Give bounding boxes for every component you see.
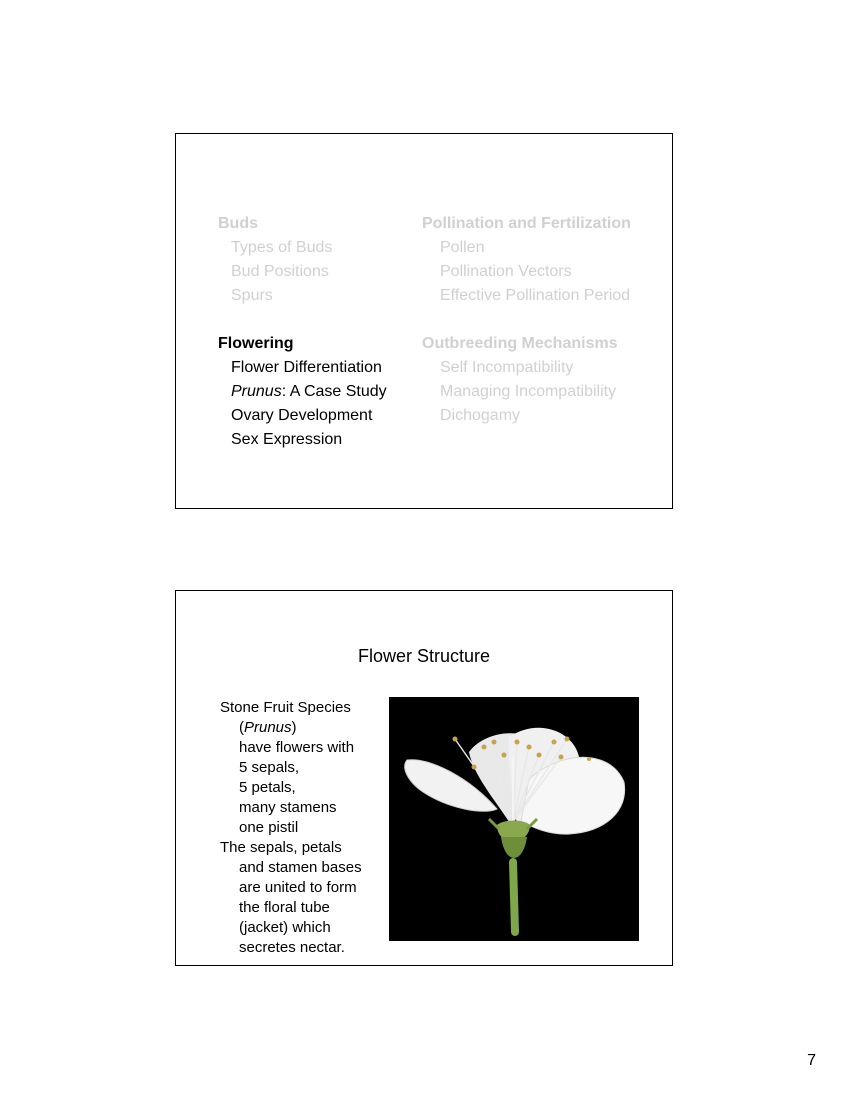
bullet-line: 5 petals, [239, 779, 296, 796]
section-item: Self Incompatibility [440, 359, 574, 376]
flower-photo [389, 697, 639, 941]
outline-right-column [422, 212, 631, 452]
paren-close: ) [291, 719, 297, 736]
genus-italic: Prunus [231, 383, 282, 400]
section-item: Bud Positions [231, 263, 329, 280]
section-item-prunus [218, 380, 387, 404]
bullet-stone-fruit [220, 698, 390, 838]
bullet-line: and stamen bases [239, 859, 362, 876]
section-heading: Pollination and Fertilization [422, 215, 631, 232]
bullet-line: are united to form [239, 879, 357, 896]
paren-open: ( [239, 719, 244, 736]
section-item: Managing Incompatibility [440, 383, 617, 400]
bullet-line: 5 sepals, [239, 759, 300, 776]
section-item: Ovary Development [231, 407, 373, 424]
section-item: Dichogamy [440, 407, 521, 424]
slide-title: Flower Structure [357, 646, 491, 666]
bullet-line: secretes nectar. [239, 939, 345, 956]
section-heading: Flowering [218, 335, 294, 352]
bullet-line: many stamens [239, 799, 337, 816]
bullet-floral-tube [220, 838, 390, 958]
section-item: Pollen [440, 239, 485, 256]
section-flowering [218, 332, 387, 452]
outline-left-column [218, 212, 387, 476]
section-outbreeding [422, 332, 631, 428]
slide-flower-structure [175, 590, 673, 966]
section-buds [218, 212, 387, 308]
section-item: Pollination Vectors [440, 263, 572, 280]
prunus-flower-illustration [389, 697, 639, 941]
slide-outline [175, 133, 673, 509]
section-item: Effective Pollination Period [440, 287, 631, 304]
section-heading: Outbreeding Mechanisms [422, 335, 618, 352]
section-item: Types of Buds [231, 239, 333, 256]
bullet-line: one pistil [239, 819, 299, 836]
section-item: Flower Differentiation [231, 359, 382, 376]
page-number: 7 [807, 1052, 816, 1069]
section-item-text: : A Case Study [281, 383, 387, 400]
bullet-line: The sepals, petals [220, 839, 342, 856]
bullet-list [220, 698, 390, 958]
genus-italic: Prunus [244, 719, 292, 736]
bullet-line: Stone Fruit Species [220, 699, 351, 716]
bullet-line: the floral tube [239, 899, 330, 916]
bullet-line: have flowers with [239, 739, 355, 756]
bullet-line: (jacket) which [239, 919, 331, 936]
section-heading: Buds [218, 215, 258, 232]
section-item: Sex Expression [231, 431, 343, 448]
section-pollination [422, 212, 631, 308]
section-item: Spurs [231, 287, 273, 304]
